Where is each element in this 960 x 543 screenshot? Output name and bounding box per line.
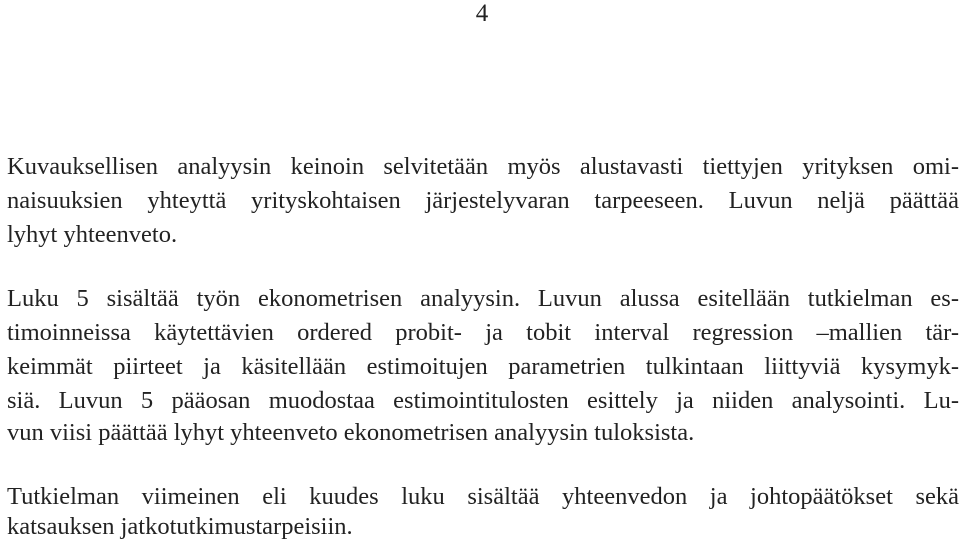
text-line: siä. Luvun 5 pääosan muodostaa estimointitulosten esittely ja niiden analysointi. Lu- bbox=[7, 387, 959, 414]
text-line: Tutkielman viimeinen eli kuudes luku sisältää yhteenvedon ja johtopäätökset sekä bbox=[7, 483, 959, 510]
text-line: Kuvauksellisen analyysin keinoin selvitetään myös alustavasti tiettyjen yrityksen omi- bbox=[7, 153, 959, 180]
text-line: Luku 5 sisältää työn ekonometrisen analyysin. Luvun alussa esitellään tutkielman es- bbox=[7, 285, 959, 312]
text-line: keimmät piirteet ja käsitellään estimoitujen parametrien tulkintaan liittyviä kysymyk- bbox=[7, 353, 959, 380]
text-line: vun viisi päättää lyhyt yhteenveto ekonometrisen analyysin tuloksista. bbox=[7, 419, 695, 446]
text-line: katsauksen jatkotutkimustarpeisiin. bbox=[7, 513, 353, 540]
text-line: timoinneissa käytettävien ordered probit- ja tobit interval regression –mallien tär- bbox=[7, 319, 959, 346]
text-line: naisuuksien yhteyttä yrityskohtaisen järjestelyvaran tarpeeseen. Luvun neljä päättää bbox=[7, 187, 959, 214]
text-line: lyhyt yhteenveto. bbox=[7, 221, 178, 248]
page-number: 4 bbox=[475, 0, 489, 27]
